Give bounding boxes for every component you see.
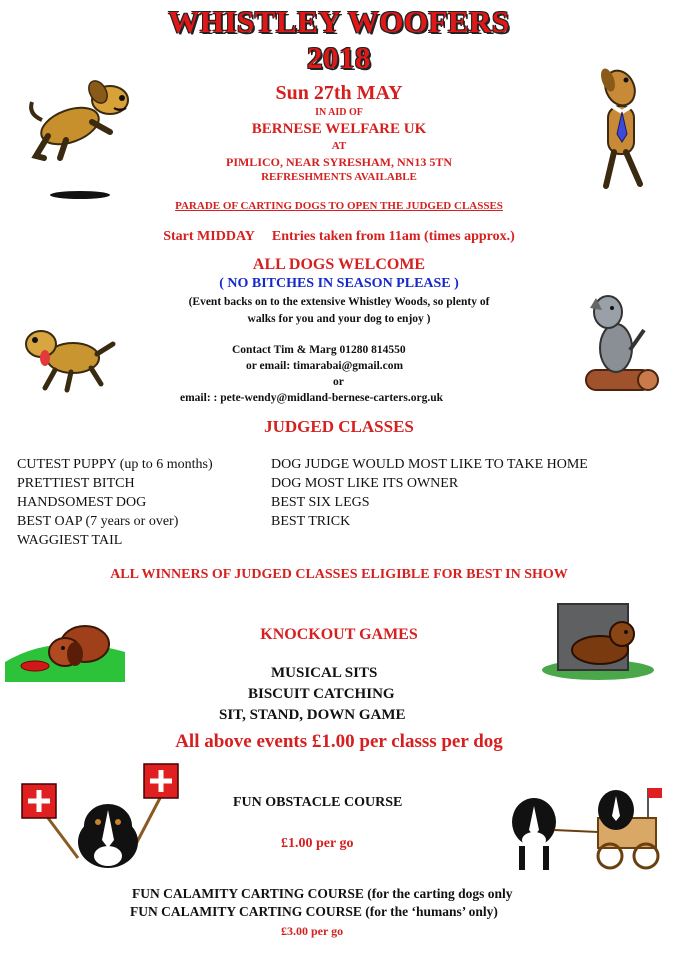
- contact-phone: Contact Tim & Marg 01280 814550: [232, 344, 406, 356]
- judged-classes-left: [17, 457, 213, 552]
- start-times: Start MIDDAY Entries taken from 11am (times approx.): [163, 229, 515, 244]
- woods-note-line2: walks for you and your dog to enjoy ): [247, 313, 431, 325]
- class-item: BEST SIX LEGS: [271, 495, 370, 510]
- obstacle-course-title: FUN OBSTACLE COURSE: [233, 795, 403, 810]
- contact-email-1[interactable]: or email: timarabai@gmail.com: [246, 360, 404, 372]
- class-item: BEST OAP (7 years or over): [17, 514, 179, 529]
- poster-title: WHISTLEY WOOFERS: [168, 4, 510, 39]
- grey-dog-on-log-icon: [578, 290, 660, 405]
- calamity-course-price: £3.00 per go: [281, 924, 344, 938]
- game-item: MUSICAL SITS: [271, 665, 378, 681]
- class-item: PRETTIEST BITCH: [17, 476, 135, 491]
- bernese-dog-with-flags-icon: [18, 758, 178, 868]
- contact-email-2[interactable]: email: : pete-wendy@midland-bernese-carters.org.uk: [180, 392, 444, 404]
- dog-with-bowl-icon: [5, 612, 130, 682]
- game-item: SIT, STAND, DOWN GAME: [219, 707, 406, 723]
- class-item: DOG JUDGE WOULD MOST LIKE TO TAKE HOME: [271, 457, 588, 472]
- all-dogs-welcome: ALL DOGS WELCOME: [252, 256, 426, 273]
- events-price: All above events £1.00 per classs per dog: [175, 731, 503, 752]
- bernese-dogs-cart-icon: [498, 782, 663, 882]
- jumping-dog-icon: [18, 78, 138, 203]
- judged-classes-right: [271, 457, 588, 533]
- dog-with-tie-icon: [588, 66, 658, 196]
- running-dog-icon: [15, 318, 115, 393]
- best-in-show-note: ALL WINNERS OF JUDGED CLASSES ELIGIBLE FOR BEST IN SHOW: [110, 567, 568, 582]
- dog-at-stump-icon: [540, 604, 658, 684]
- parade-note: PARADE OF CARTING DOGS TO OPEN THE JUDGED CLASSES: [175, 200, 503, 212]
- charity-name: BERNESE WELFARE UK: [251, 121, 427, 137]
- event-date: Sun 27th MAY: [275, 82, 403, 104]
- obstacle-course-price: £1.00 per go: [281, 836, 354, 851]
- venue-location: PIMLICO, NEAR SYRESHAM, NN13 5TN: [225, 155, 452, 169]
- class-item: WAGGIEST TAIL: [17, 533, 123, 548]
- in-aid-label: IN AID OF: [315, 107, 363, 118]
- or-label: or: [333, 376, 344, 388]
- class-item: HANDSOMEST DOG: [17, 495, 147, 510]
- woods-note-line1: (Event backs on to the extensive Whistley Woods, so plenty of: [188, 296, 490, 308]
- no-bitches-note: ( NO BITCHES IN SEASON PLEASE ): [219, 276, 459, 291]
- class-item: DOG MOST LIKE ITS OWNER: [271, 476, 459, 491]
- judged-classes-heading: JUDGED CLASSES: [264, 417, 414, 436]
- calamity-course-humans: FUN CALAMITY CARTING COURSE (for the ‘humans’ only): [130, 904, 498, 919]
- calamity-course-dogs: FUN CALAMITY CARTING COURSE (for the carting dogs only: [132, 886, 513, 901]
- class-item: CUTEST PUPPY (up to 6 months): [17, 457, 213, 472]
- game-item: BISCUIT CATCHING: [248, 686, 395, 702]
- at-label: AT: [331, 140, 347, 152]
- poster-year: 2018: [307, 40, 371, 75]
- knockout-heading: KNOCKOUT GAMES: [260, 626, 418, 643]
- class-item: BEST TRICK: [271, 514, 351, 529]
- refreshments-note: REFRESHMENTS AVAILABLE: [261, 171, 417, 183]
